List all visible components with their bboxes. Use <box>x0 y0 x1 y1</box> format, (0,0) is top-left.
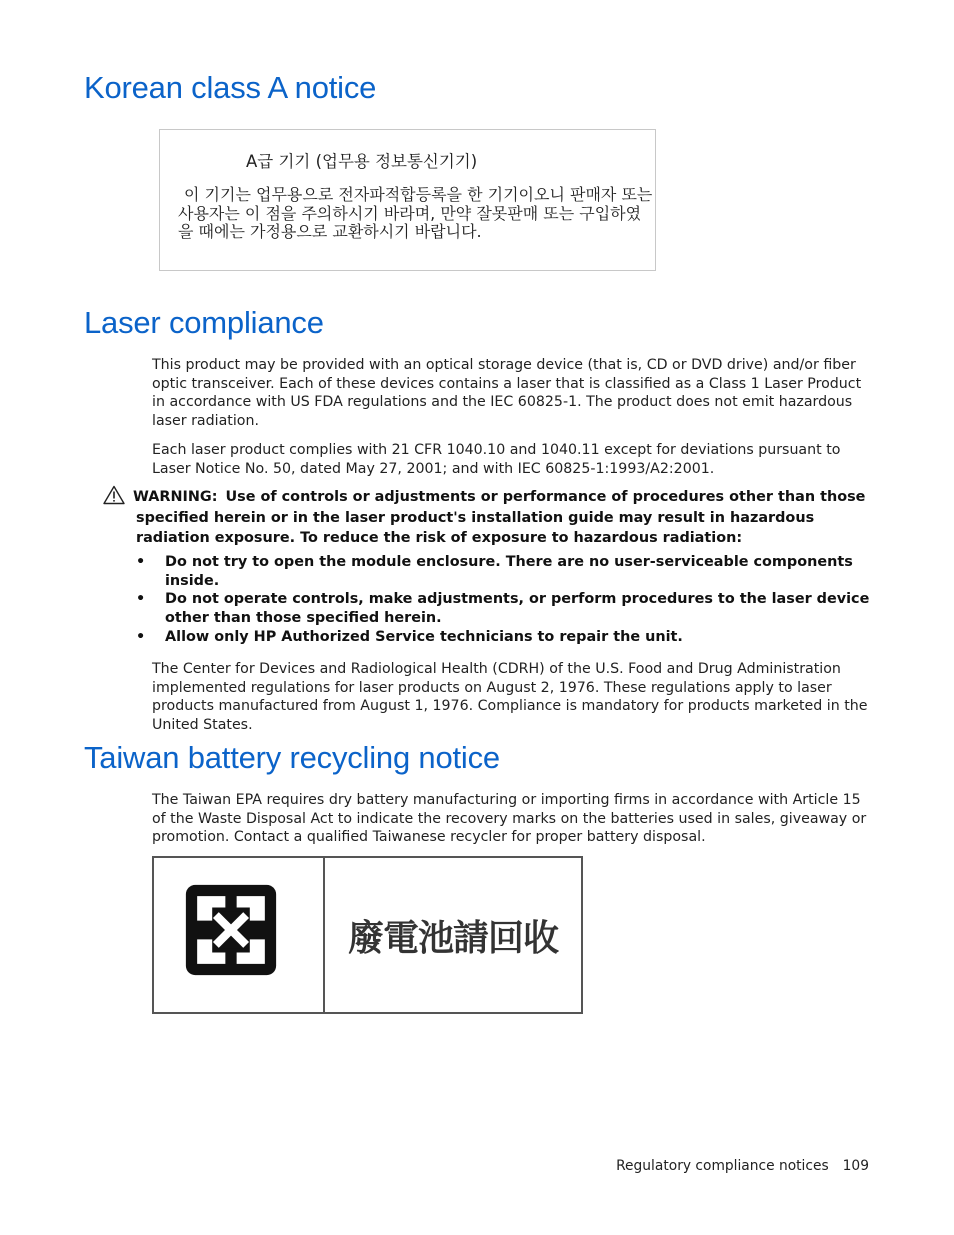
warning-label: WARNING: <box>133 489 218 505</box>
battery-recycling-mark <box>152 856 583 1014</box>
recycling-mark-icon <box>184 880 278 980</box>
laser-paragraph-2: Each laser product complies with 21 CFR 1040.10 and 1040.11 except for deviations pursuant to Laser Notice No. 50, dated May 27, 2001; and with IEC 60825-1:1993/A2:2001. <box>152 442 841 477</box>
recycling-logo-cell <box>154 858 325 1012</box>
laser-paragraph-3: The Center for Devices and Radiological Health (CDRH) of the U.S. Food and Drug Administration implemented regulations for laser products on August 2, 1976. These regulations apply to laser products manufactured from August 1, 1976. Compliance is mandatory for products marketed in the United States. <box>152 661 868 734</box>
list-item: • Do not operate controls, make adjustments, or perform procedures to the laser device other than those specified herein. <box>136 591 870 627</box>
list-item: • Allow only HP Authorized Service technicians to repair the unit. <box>136 628 683 645</box>
page-footer <box>616 1158 869 1174</box>
taiwan-notice-heading: Taiwan battery recycling notice <box>84 740 500 775</box>
korean-notice-body: 이 기기는 업무용으로 전자파적합등록을 한 기기이오니 판매자 또는 사용자는 이 점을 주의하시기 바라며, 만약 잘못판매 또는 구입하였을 때에는 가정용으로 교환하시기 바랍니다. <box>178 185 653 241</box>
warning-bullet-list <box>136 553 876 647</box>
laser-compliance-heading: Laser compliance <box>84 305 324 340</box>
korean-notice-image <box>159 129 656 271</box>
footer-section-title: Regulatory compliance notices <box>616 1158 829 1174</box>
laser-paragraph-1: This product may be provided with an optical storage device (that is, CD or DVD drive) and/or fiber optic transceiver. Each of these devices contains a laser that is classified as a Class 1 Laser Product in accordance with US FDA regulations and the IEC 60825-1. The product does not emit hazardous laser radiation. <box>152 357 862 430</box>
warning-text: Use of controls or adjustments or performance of procedures other than those specified herein or in the laser product's installation guide may result in hazardous radiation exposure. To reduce the risk of exposure to hazardous radiation: <box>136 489 866 546</box>
korean-notice-title: A급 기기 (업무용 정보통신기기) <box>246 152 478 171</box>
taiwan-paragraph-1: The Taiwan EPA requires dry battery manufacturing or importing firms in accordance with Article 15 of the Waste Disposal Act to indicate the recovery marks on the batteries used in sales, giveaway or promotion. Contact a qualified Taiwanese recycler for proper battery disposal. <box>152 792 867 846</box>
recycling-text-cell <box>325 858 581 1012</box>
recycling-mark-text: 廢電池請回收 <box>347 916 558 959</box>
list-item: • Do not try to open the module enclosure. There are no user-serviceable components inside. <box>136 554 853 589</box>
warning-triangle-icon <box>103 485 125 505</box>
page-number: 109 <box>842 1158 869 1174</box>
laser-warning <box>103 487 873 549</box>
korean-notice-heading: Korean class A notice <box>84 70 377 105</box>
